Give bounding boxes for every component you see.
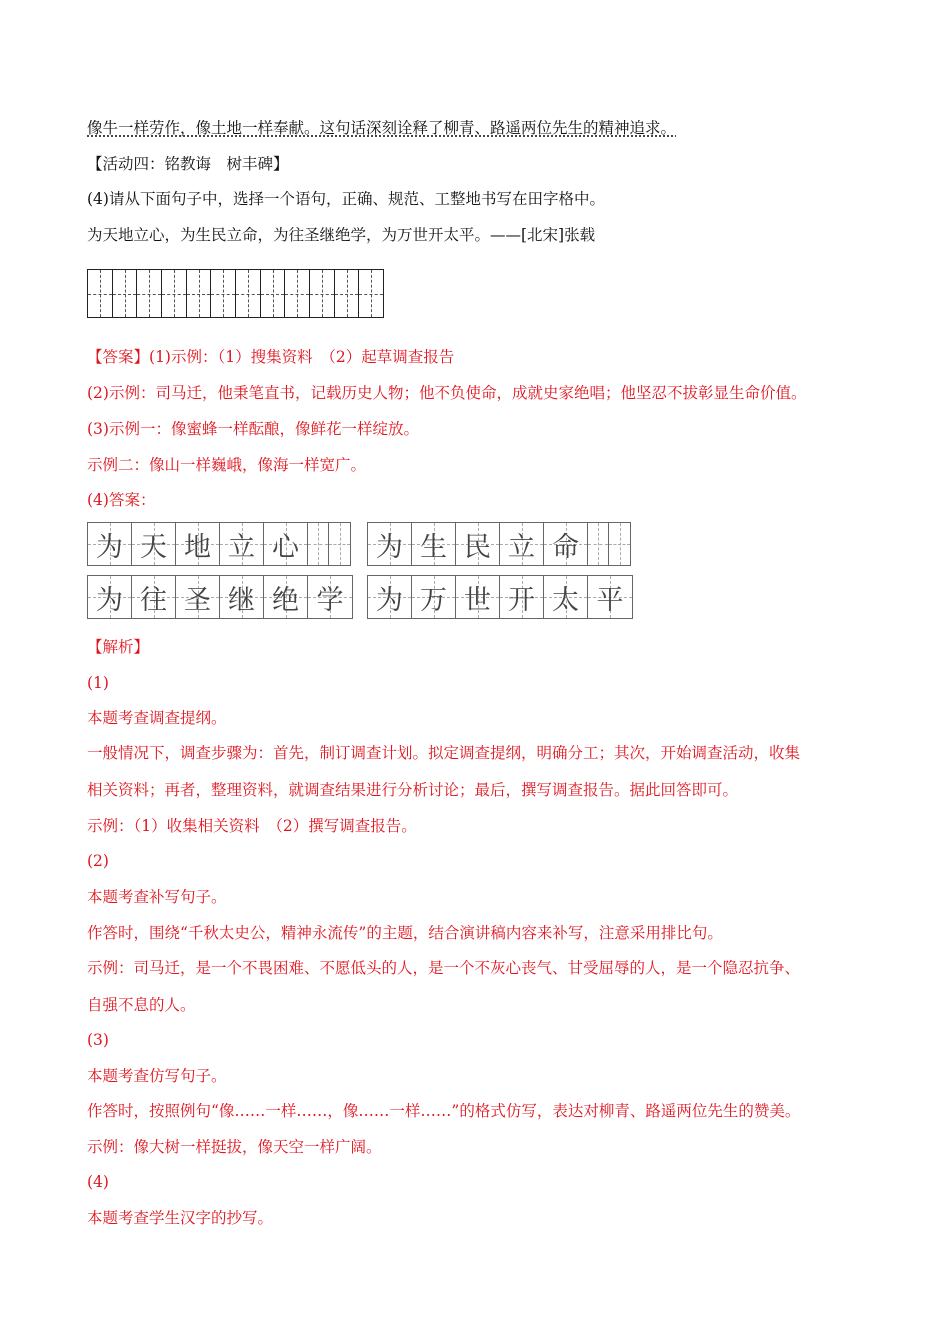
analysis-3a: 本题考查仿写句子。	[87, 1067, 227, 1085]
grid-cell	[137, 270, 162, 317]
grid-cell	[88, 270, 113, 317]
answer-grid-cell	[456, 523, 500, 565]
answer-grid-cell	[308, 576, 352, 618]
grid-char: 开	[508, 584, 535, 616]
grid-char: 太	[552, 584, 579, 616]
answer-grid-cell	[329, 523, 350, 565]
intro-line: 像牛一样劳作，像土地一样奉献。这句话深刻诠释了柳青、路遥两位先生的精神追求。	[87, 119, 677, 137]
analysis-1b: 一般情况下，调查步骤为：首先，制订调查计划。拟定调查提纲，明确分工；其次，开始调查活动，收集	[87, 744, 801, 762]
answer-grid-1	[87, 522, 351, 566]
grid-char: 天	[140, 531, 167, 563]
answer-grid-cell	[588, 523, 609, 565]
grid-char: 世	[464, 584, 491, 616]
grid-char: 为	[96, 584, 123, 616]
analysis-3b: 作答时，按照例句“像……一样……，像……一样……”的格式仿写，表达对柳青、路遥两位先生的赞美。	[87, 1102, 801, 1120]
answer-grid-cell	[88, 523, 132, 565]
answer-grid-cell	[456, 576, 500, 618]
grid-cell	[359, 270, 383, 317]
question-4: (4)请从下面句子中，选择一个语句，正确、规范、工整地书写在田字格中。	[87, 190, 605, 208]
activity-heading: 【活动四：铭教诲 树丰碑】	[87, 155, 289, 173]
grid-char: 立	[228, 531, 255, 563]
grid-char: 万	[420, 584, 447, 616]
analysis-2a: 本题考查补写句子。	[87, 888, 227, 906]
grid-cell	[113, 270, 138, 317]
answer-grid-cell	[588, 576, 632, 618]
grid-cell	[211, 270, 236, 317]
answer-grid-cell	[500, 576, 544, 618]
grid-char: 命	[552, 531, 579, 563]
grid-char: 为	[96, 531, 123, 563]
grid-cell	[285, 270, 310, 317]
analysis-label: 【解析】	[87, 638, 150, 656]
answer-grid-cell	[132, 523, 176, 565]
answer-3b: 示例二：像山一样巍峨，像海一样宽广。	[87, 456, 367, 474]
analysis-2d: 自强不息的人。	[87, 996, 196, 1014]
answer-grid-cell	[368, 523, 412, 565]
answer-grid-cell	[412, 523, 456, 565]
answer-grid-cell	[308, 523, 329, 565]
analysis-1a: 本题考查调查提纲。	[87, 709, 227, 727]
grid-cell	[236, 270, 261, 317]
grid-char: 立	[508, 531, 535, 563]
answer-label: 【答案】	[87, 348, 150, 366]
answer-grid-2	[367, 522, 631, 566]
answer-grid-cell	[264, 523, 308, 565]
grid-char: 继	[228, 584, 255, 616]
answer-1	[87, 347, 454, 367]
grid-char: 学	[316, 584, 344, 616]
answer-grid-cell	[264, 576, 308, 618]
answer-grid-cell	[220, 576, 264, 618]
grid-cell	[310, 270, 335, 317]
answer-grid-4	[367, 575, 633, 619]
grid-char: 为	[376, 531, 403, 563]
grid-cell	[187, 270, 212, 317]
grid-cell	[261, 270, 286, 317]
analysis-part-1: (1)	[87, 674, 109, 692]
answer-grid-cell	[368, 576, 412, 618]
answer-1-text: (1)示例：（1）搜集资料 （2）起草调查报告	[149, 348, 455, 366]
answer-grid-cell	[132, 576, 176, 618]
answer-grid-cell	[88, 576, 132, 618]
answer-grid-cell	[220, 523, 264, 565]
answer-grid-cell	[412, 576, 456, 618]
analysis-part-4: (4)	[87, 1173, 109, 1191]
grid-char: 生	[420, 531, 447, 563]
answer-grid-cell	[176, 523, 220, 565]
analysis-1c: 相关资料；再者，整理资料，就调查结果进行分析讨论；最后，撰写调查报告。据此回答即可。	[87, 781, 739, 799]
grid-char: 心	[272, 531, 299, 563]
analysis-1d: 示例：（1）收集相关资料 （2）撰写调查报告。	[87, 817, 417, 835]
answer-3a: (3)示例一：像蜜蜂一样酝酿，像鲜花一样绽放。	[87, 420, 419, 438]
analysis-2c: 示例：司马迁，是一个不畏困难、不愿低头的人，是一个不灰心丧气、甘受屈辱的人，是一个隐忍抗争、	[87, 959, 801, 977]
analysis-4a: 本题考查学生汉字的抄写。	[87, 1209, 274, 1227]
grid-char: 平	[596, 584, 624, 616]
answer-grid-cell	[544, 576, 588, 618]
answer-2: (2)示例：司马迁，他秉笔直书，记载历史人物；他不负使命，成就史家绝唱；他坚忍不拔彰显生命价值。	[87, 384, 807, 402]
answer-grid-cell	[176, 576, 220, 618]
grid-char: 往	[140, 584, 167, 616]
empty-tianzige-grid	[87, 269, 384, 318]
grid-char: 绝	[272, 584, 299, 616]
answer-grid-3	[87, 575, 353, 619]
answer-grid-cell	[500, 523, 544, 565]
analysis-part-3: (3)	[87, 1031, 109, 1049]
answer-grid-cell	[544, 523, 588, 565]
grid-char: 民	[464, 531, 491, 563]
answer-4: (4)答案：	[87, 491, 156, 509]
analysis-2b: 作答时，围绕“千秋太史公，精神永流传”的主题，结合演讲稿内容来补写，注意采用排比句。	[87, 924, 723, 942]
analysis-3c: 示例：像大树一样挺拔，像天空一样广阔。	[87, 1138, 382, 1156]
grid-char: 地	[184, 531, 211, 563]
grid-char: 圣	[184, 584, 211, 616]
grid-cell	[162, 270, 187, 317]
analysis-part-2: (2)	[87, 852, 109, 870]
answer-grid-cell	[609, 523, 630, 565]
quote-line: 为天地立心，为生民立命，为往圣继绝学，为万世开太平。——[北宋]张载	[87, 226, 596, 244]
grid-cell	[335, 270, 360, 317]
grid-char: 为	[376, 584, 403, 616]
